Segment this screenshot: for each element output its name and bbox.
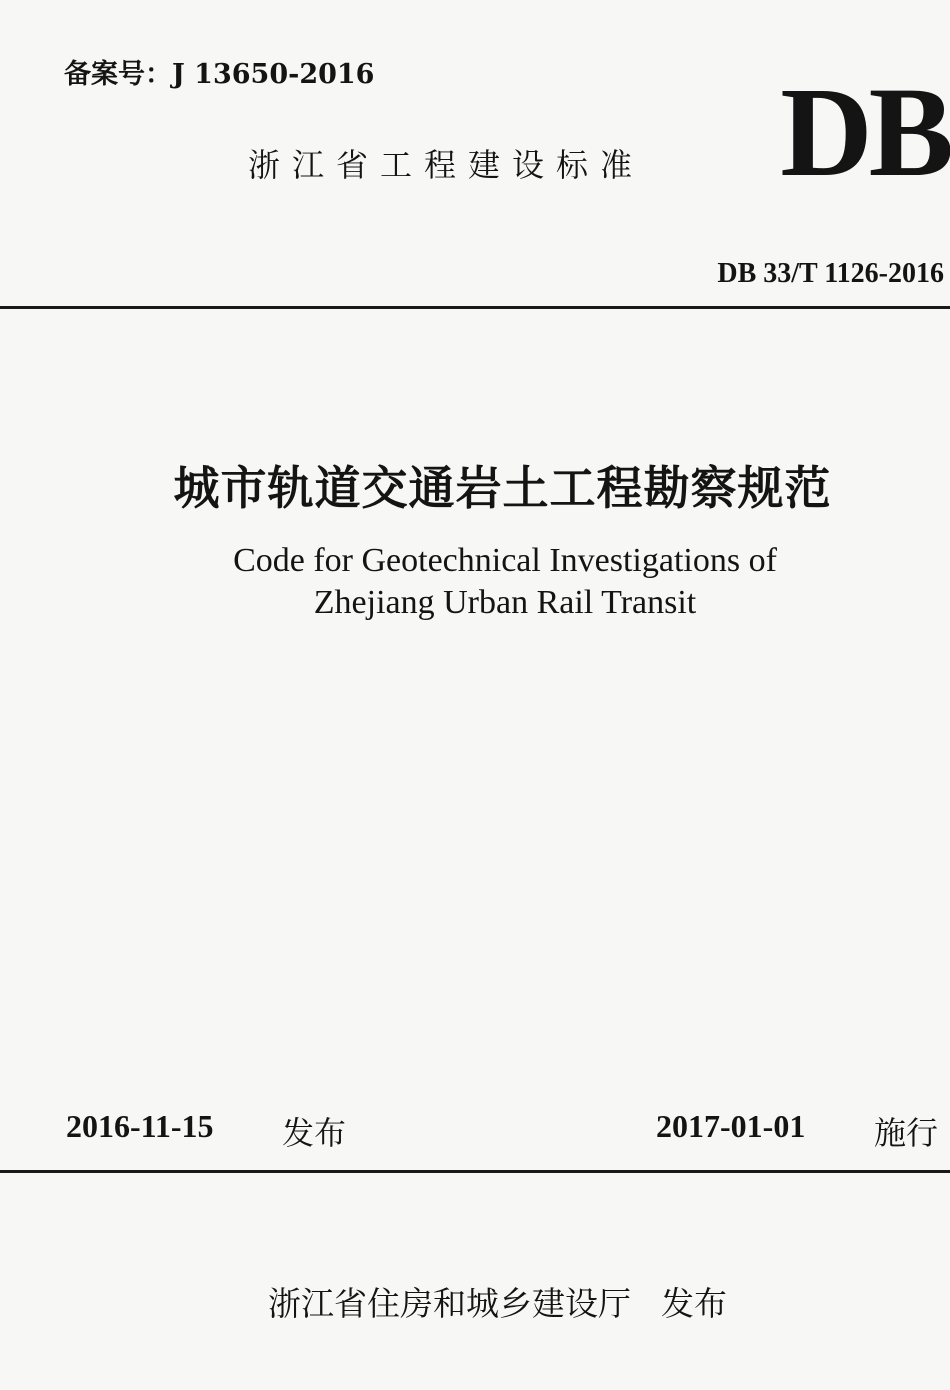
publish-label: 发布: [661, 1284, 727, 1323]
standard-number: DB 33/T 1126-2016: [717, 258, 944, 289]
db-logo-mark: DB: [780, 61, 950, 203]
document-title-english-line2: Zhejiang Urban Rail Transit: [313, 584, 697, 621]
publisher-name: 浙江省住房和城乡建设厅: [268, 1284, 631, 1323]
bottom-divider: [0, 1170, 950, 1173]
publisher-line: [268, 1278, 727, 1325]
filing-number: 备案号：J 13650-2016: [64, 59, 375, 90]
document-title-english-line1: Code for Geotechnical Investigations of: [233, 542, 777, 579]
implementation-date: 2017-01-01: [656, 1108, 806, 1144]
standard-category: 浙江省工程建设标准: [248, 146, 645, 184]
implementation-label: 施行: [874, 1114, 939, 1152]
issue-label: 发布: [282, 1114, 347, 1152]
document-title-chinese: 城市轨道交通岩土工程勘察规范: [173, 461, 832, 515]
top-divider: [0, 306, 950, 309]
issue-date: 2016-11-15: [66, 1108, 214, 1144]
